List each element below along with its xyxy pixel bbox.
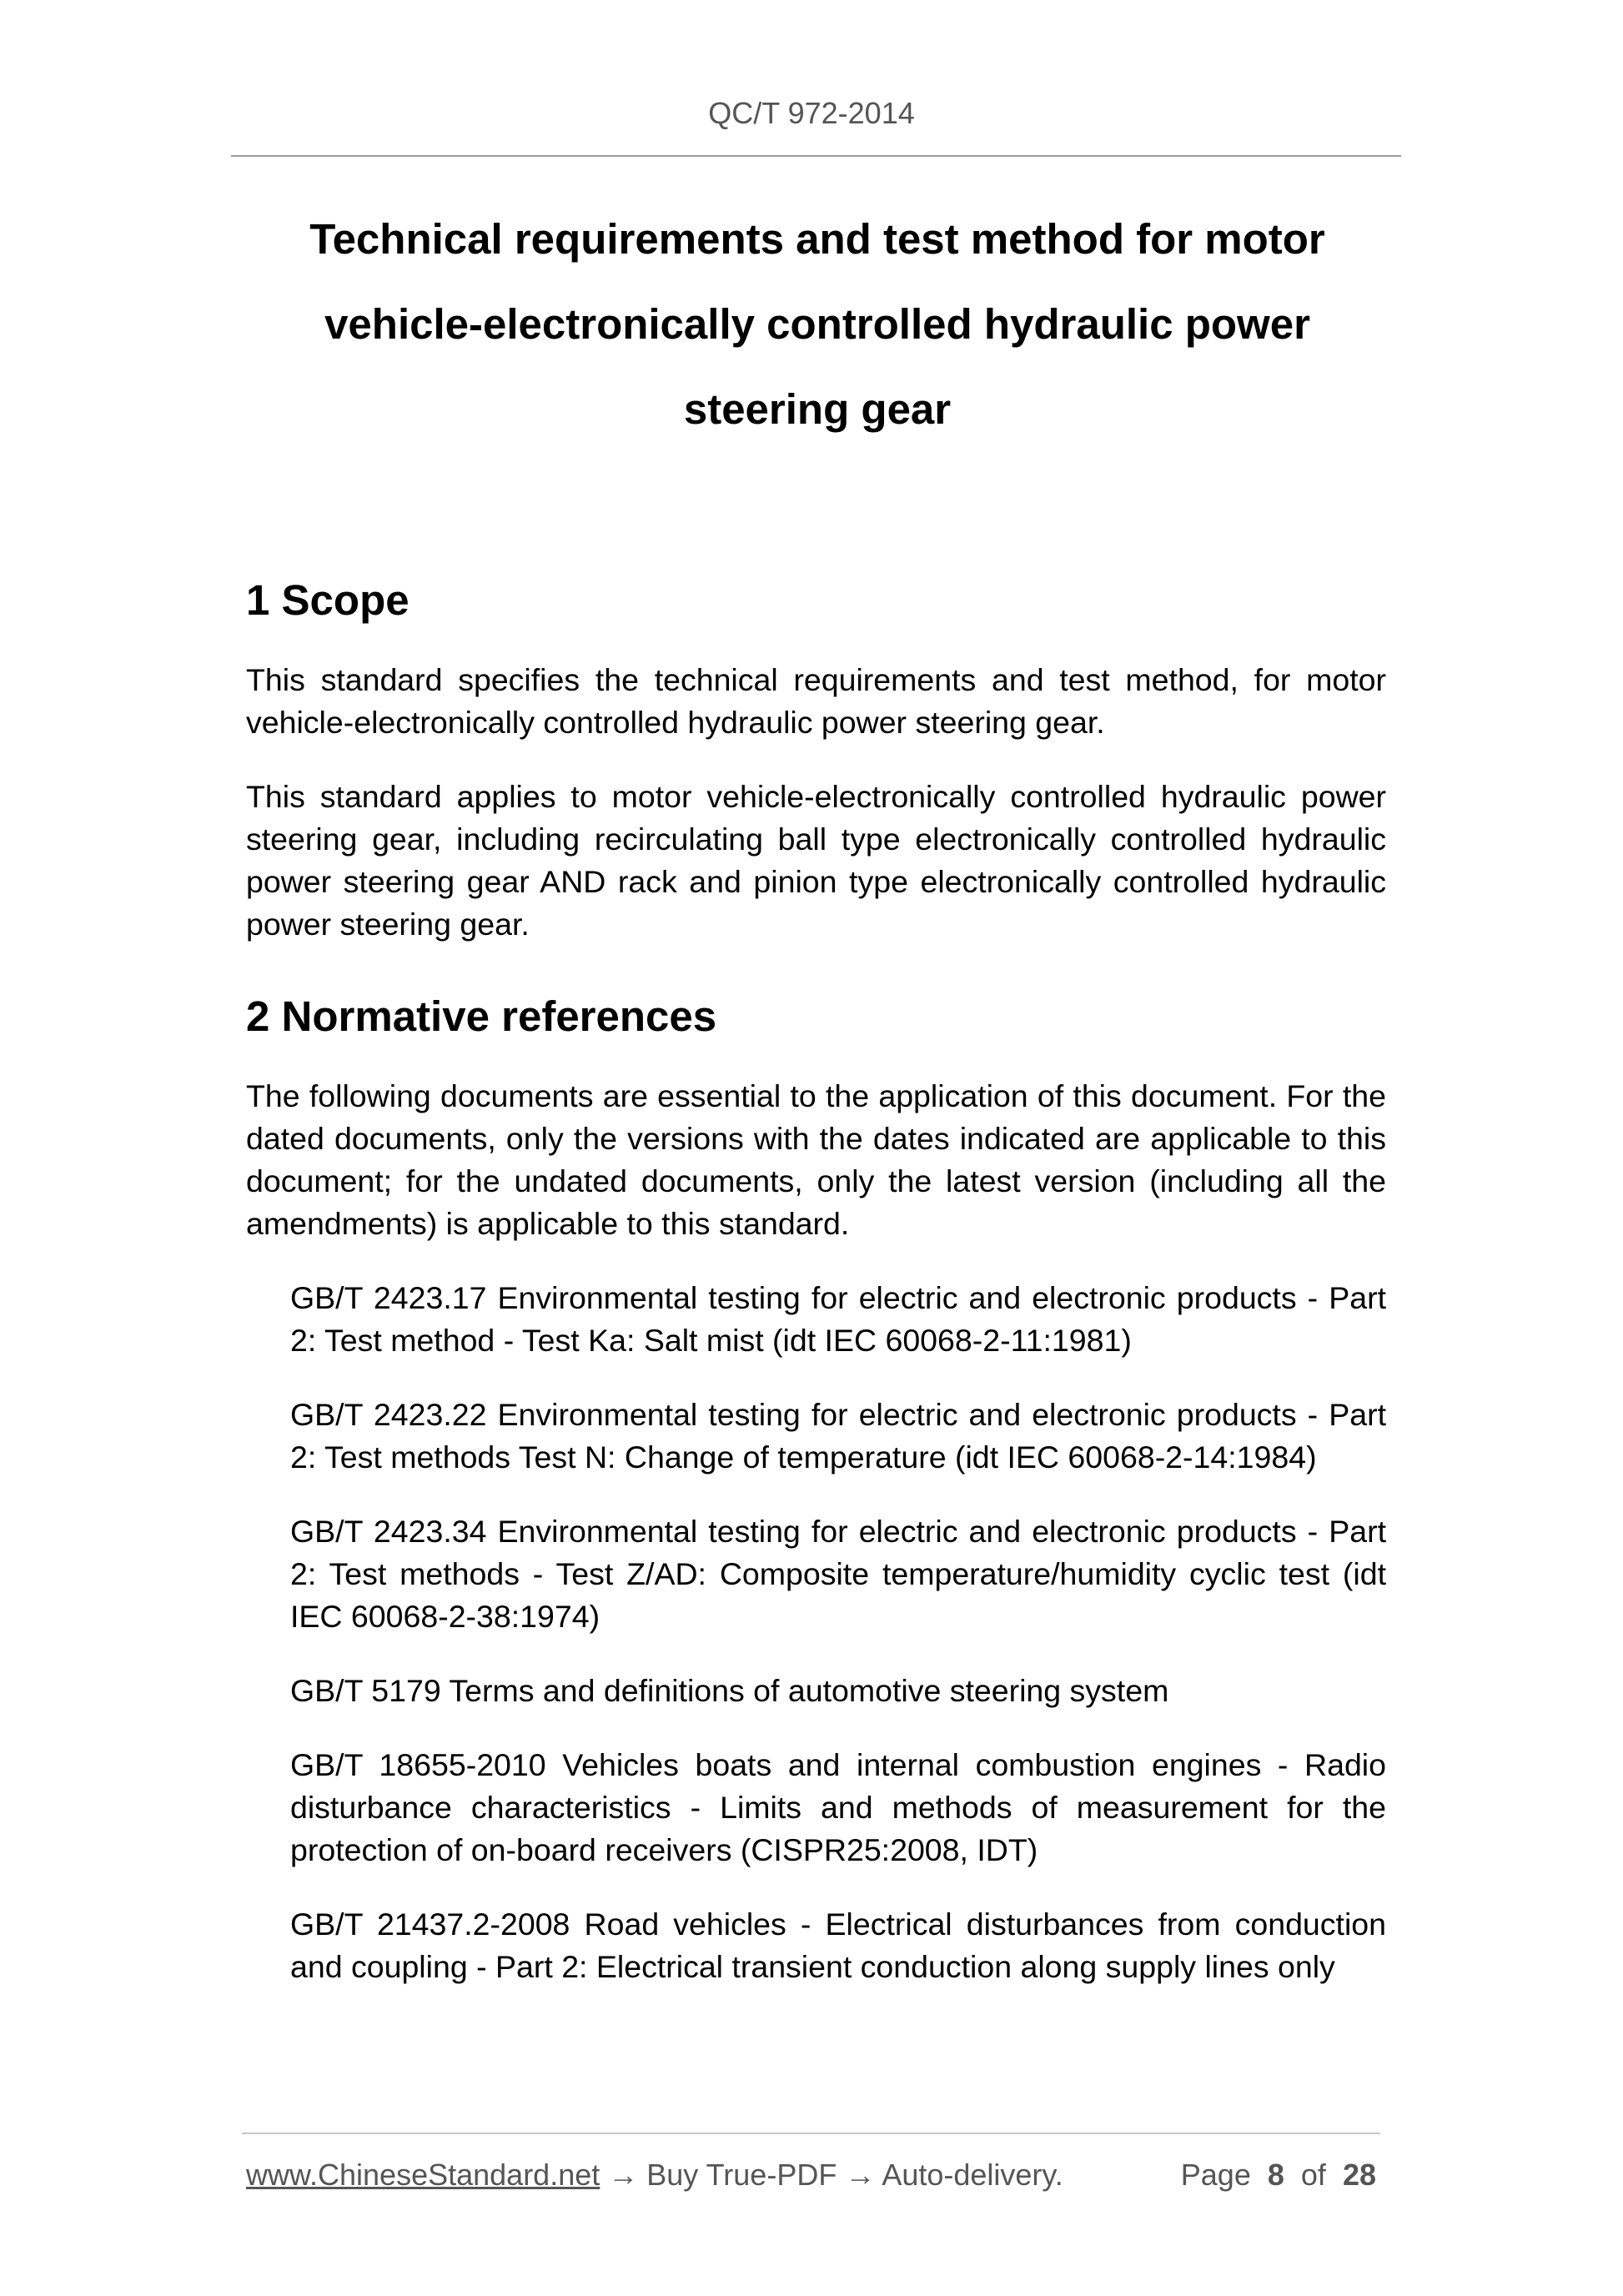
document-title: Technical requirements and test method for motor vehicle-electronically controlled hydraulic power steering gear (309, 215, 1325, 433)
header-divider (231, 155, 1401, 157)
section-heading-normative-references: 2 Normative references (246, 992, 717, 1040)
reference-item: GB/T 2423.22 Environmental testing for electric and electronic products - Part 2: Test methods Test N: Change of temperature (idt IEC 60068-2-14:1984) (290, 1397, 1386, 1475)
footer-tagline: → Buy True-PDF → Auto-delivery. (600, 2158, 1063, 2192)
normative-intro-paragraph: The following documents are essential to the application of this document. For the dated documents, only the versions with the dates indicated are applicable to this document; for the undated documents, only the latest version (including all the amendments) is applicable to this standard. (246, 1078, 1386, 1241)
footer-promo (246, 2158, 1063, 2193)
reference-item: GB/T 2423.17 Environmental testing for electric and electronic products - Part 2: Test method - Test Ka: Salt mist (idt IEC 60068-2-11:1981) (290, 1280, 1386, 1358)
page-number (1181, 2158, 1376, 2193)
page-label: Page (1180, 2158, 1251, 2192)
section-heading-scope: 1 Scope (246, 576, 410, 624)
current-page: 8 (1267, 2158, 1284, 2192)
document-code: QC/T 972-2014 (708, 96, 915, 130)
reference-item: GB/T 18655-2010 Vehicles boats and internal combustion engines - Radio disturbance characteristics - Limits and methods of measurement for the protection of on-board receivers (CISPR25:2008, IDT) (290, 1747, 1386, 1867)
document-body (246, 567, 1386, 1988)
reference-item: GB/T 5179 Terms and definitions of automotive steering system (290, 1673, 1169, 1708)
website-link[interactable]: www.ChineseStandard.net (246, 2158, 600, 2192)
reference-item: GB/T 21437.2-2008 Road vehicles - Electrical disturbances from conduction and coupling - Part 2: Electrical transient conduction along supply lines only (290, 1907, 1386, 1984)
reference-item: GB/T 2423.34 Environmental testing for electric and electronic products - Part 2: Test methods - Test Z/AD: Composite temperature/humidity cyclic test (idt IEC 60068-2-38:1974) (290, 1514, 1386, 1634)
footer-divider (242, 2133, 1380, 2134)
scope-paragraph: This standard applies to motor vehicle-electronically controlled hydraulic power steering gear, including recirculating ball type electronically controlled hydraulic power steering gear AND rack and pinion type electronically controlled hydraulic power steering gear. (246, 779, 1386, 942)
of-label: of (1300, 2158, 1326, 2192)
total-pages: 28 (1342, 2158, 1376, 2192)
scope-paragraph: This standard specifies the technical requirements and test method, for motor vehicle-electronically controlled hydraulic power steering gear. (246, 662, 1386, 740)
